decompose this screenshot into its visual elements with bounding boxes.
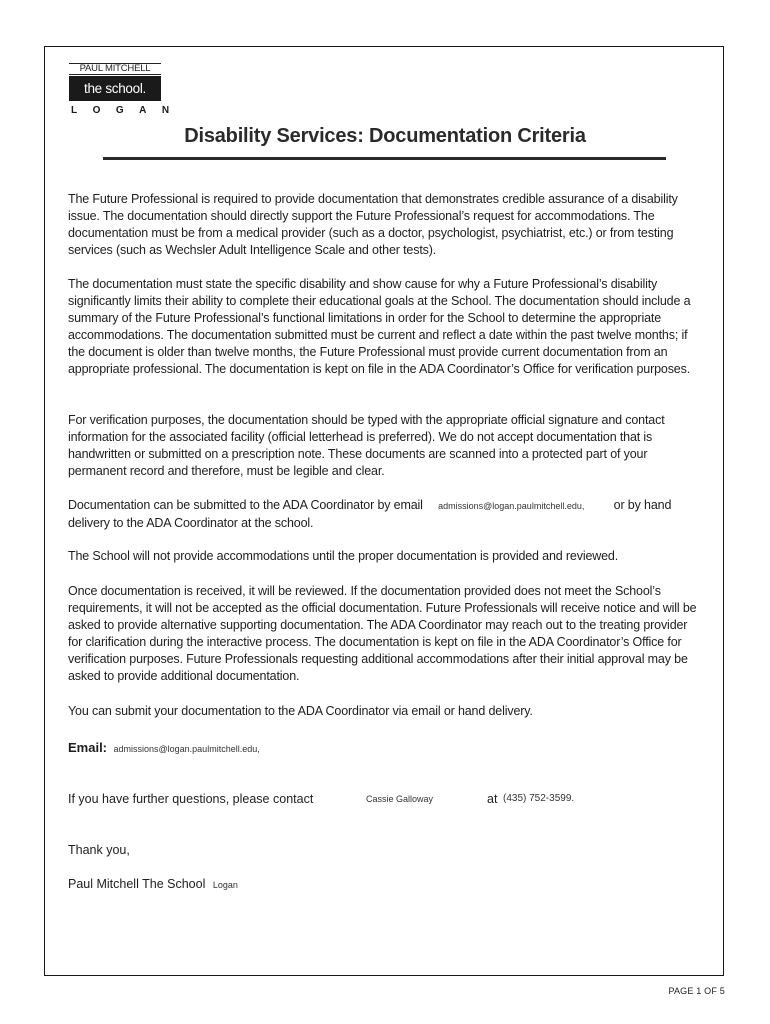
signoff-text: Paul Mitchell The School bbox=[68, 877, 206, 891]
signoff-line bbox=[68, 877, 238, 891]
contact-phone-field[interactable]: (435) 752-3599. bbox=[503, 793, 575, 804]
closing-thanks: Thank you, bbox=[68, 843, 130, 857]
title-divider bbox=[103, 157, 666, 160]
page-title: Disability Services: Documentation Criteria bbox=[184, 125, 586, 147]
email-label: Email: bbox=[68, 740, 108, 755]
paragraph-documentation-requirement: The Future Professional is required to provide documentation that demonstrates credible assurance of a disability issue. The documentation should directly support the Future Professional’s request for accommodations. The documentation must be from a medical provider (such as a doctor, psychologist, psychiatrist, etc.) or from testing services (such as Wechsler Adult Intelligence Scale and other tests). bbox=[68, 192, 678, 257]
paragraph-verification: For verification purposes, the documentation should be typed with the appropriate official signature and contact information for the associated facility (official letterhead is preferred). We do not accept documentation that is handwritten or submitted on a prescription note. These documents are scanned into a protected part of your permanent record and therefore, must be legible and clear. bbox=[68, 413, 665, 478]
contact-line bbox=[68, 792, 708, 810]
page-number: PAGE 1 OF 5 bbox=[668, 986, 725, 996]
paragraph-submission bbox=[68, 497, 700, 532]
contact-at-text: at bbox=[487, 792, 498, 806]
logo-top-text: PAUL MITCHELL bbox=[69, 63, 161, 75]
paragraph-review-process: Once documentation is received, it will be reviewed. If the documentation provided does not meet the School’s requirements, it will not be accepted as the official documentation. Future Professionals will receive notice and will be asked to provide alternative supporting documentation. The ADA Coordinator may reach out to the treating provider for clarification during the interactive process. The documentation is kept on file in the ADA Coordinator’s Office for verification purposes. Future Professionals requesting additional accommodations after their initial approval may be asked to provide additional documentation. bbox=[68, 584, 697, 683]
logo-bottom-text: LOGAN bbox=[71, 105, 185, 116]
paragraph-documentation-content: The documentation must state the specific disability and show cause for why a Future Professional’s disability significantly limits their ability to complete their educational goals at the School. The documentation should include a summary of the Future Professional’s functional limitations in order for the School to determine the appropriate accommodations. The documentation submitted must be current and reflect a date within the past twelve months; if the document is older than twelve months, the Future Professional must provide current documentation from an appropriate professional. The documentation is kept on file in the ADA Coordinator’s Office for verification purposes. bbox=[68, 277, 691, 376]
school-logo bbox=[69, 63, 185, 116]
contact-name-field[interactable]: Cassie Galloway bbox=[366, 794, 434, 804]
email-line bbox=[68, 740, 260, 755]
paragraph-submit-method: You can submit your documentation to the ADA Coordinator via email or hand delivery. bbox=[68, 704, 533, 718]
submission-text-after: or by hand delivery to the ADA Coordinator at the school. bbox=[68, 498, 672, 530]
submission-text-before: Documentation can be submitted to the ADA Coordinator by email bbox=[68, 498, 423, 512]
contact-text: If you have further questions, please contact bbox=[68, 792, 314, 806]
email-field[interactable]: admissions@logan.paulmitchell.edu, bbox=[113, 744, 260, 754]
submission-email-field[interactable]: admissions@logan.paulmitchell.edu, bbox=[438, 501, 585, 511]
signoff-campus-field[interactable]: Logan bbox=[212, 880, 238, 890]
logo-box-text: the school. bbox=[69, 76, 161, 101]
paragraph-accommodation-policy: The School will not provide accommodations until the proper documentation is provided and reviewed. bbox=[68, 549, 619, 563]
